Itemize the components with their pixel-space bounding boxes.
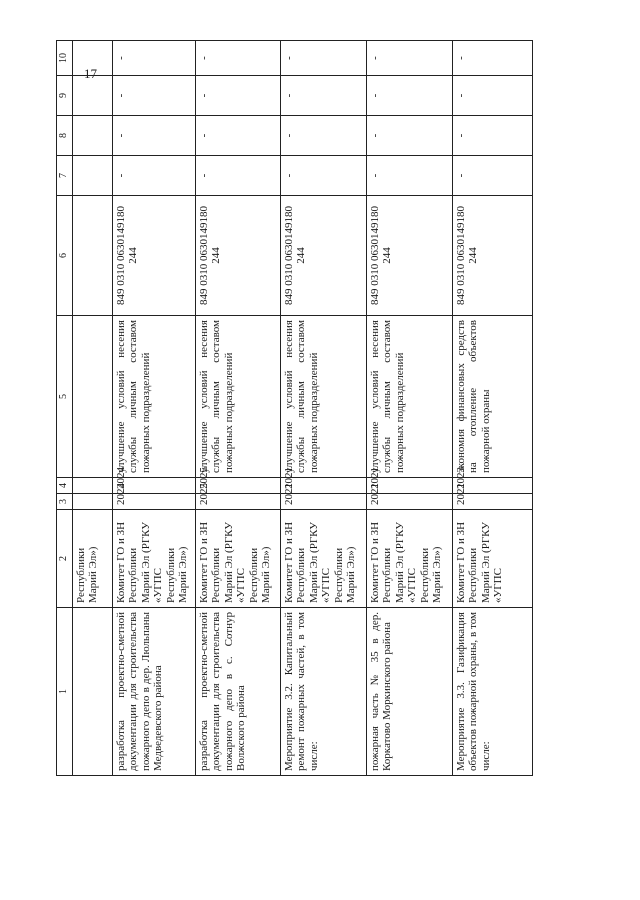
table-row [452,41,532,776]
executor-cell: Республики Марий Эл») [72,510,112,608]
table-row-continuation [72,41,112,776]
value-cell: - [280,116,366,156]
activity-cell: Мероприятие 3.3. Газификация объектов пожарной охраны, в том числе: [452,608,532,776]
header-cell: 1 [57,608,73,776]
value-cell: - [280,156,366,196]
end-year-cell: 2025 [195,478,280,494]
value-cell: - [366,76,452,116]
start-year-cell: 2021 [280,494,366,510]
activity-cell: Мероприятие 3.2. Капитальный ремонт пожарных частей, в том числе: [280,608,366,776]
result-cell: улучшение условий несения службы личным составом пожарных подразделений [112,316,195,478]
activity-cell: пожарная часть № 35 в дер. Коркатово Моркинского района [366,608,452,776]
header-cell: 5 [57,316,73,478]
executor-cell: Комитет ГО и ЗН Республики Марий Эл (РГКУ «УГПС Республики Марий Эл») [366,510,452,608]
header-cell: 9 [57,76,73,116]
value-cell: - [452,76,532,116]
result-cell: улучшение условий несения службы личным составом пожарных подразделений [366,316,452,478]
end-year-cell: 2021 [366,478,452,494]
result-cell: экономия финансовых средств на отопление объектов пожарной охраны [452,316,532,478]
budget-code-cell: 849 0310 0630149180 244 [280,196,366,316]
result-cell: улучшение условий несения службы личным составом пожарных подразделений [195,316,280,478]
value-cell: - [112,76,195,116]
executor-cell: Комитет ГО и ЗН Республики Марий Эл (РГКУ «УГПС [452,510,532,608]
value-cell: - [195,116,280,156]
result-cell: улучшение условий несения службы личным составом пожарных подразделений [280,316,366,478]
rotated-table-page [56,41,569,776]
table-header-row [57,41,73,776]
table-row [280,41,366,776]
executor-cell: Комитет ГО и ЗН Республики Марий Эл (РГКУ «УГПС Республики Марий Эл») [112,510,195,608]
header-cell: 3 [57,494,73,510]
start-year-cell: 2025 [195,494,280,510]
header-cell: 4 [57,478,73,494]
budget-code-cell: 849 0310 0630149180 244 [112,196,195,316]
header-cell: 7 [57,156,73,196]
budget-code-cell: 849 0310 0630149180 244 [366,196,452,316]
table-row [195,41,280,776]
start-year-cell: 2024 [112,494,195,510]
executor-cell: Комитет ГО и ЗН Республики Марий Эл (РГКУ «УГПС Республики Марий Эл») [195,510,280,608]
header-cell: 8 [57,116,73,156]
plan-table [56,40,533,776]
value-cell: - [195,41,280,76]
activity-cell: разработка проектно-сметной документации для строительства пожарного депо в с. Сотнур Волжского района [195,608,280,776]
value-cell: - [452,41,532,76]
end-year-cell: 2023 [452,478,532,494]
end-year-cell: 2024 [112,478,195,494]
header-cell: 10 [57,41,73,76]
value-cell: - [366,41,452,76]
value-cell: - [280,41,366,76]
activity-cell: разработка проектно-сметной документации для строительства пожарного депо в дер. Люльпаны Медведевского района [112,608,195,776]
value-cell: - [366,156,452,196]
header-cell: 2 [57,510,73,608]
value-cell: - [195,156,280,196]
page-number: 17 [84,66,97,81]
value-cell: - [452,116,532,156]
value-cell: - [366,116,452,156]
start-year-cell: 2021 [452,494,532,510]
header-cell: 6 [57,196,73,316]
end-year-cell: 2021 [280,478,366,494]
start-year-cell: 2021 [366,494,452,510]
value-cell: - [112,41,195,76]
value-cell: - [112,116,195,156]
value-cell: - [452,156,532,196]
executor-cell: Комитет ГО и ЗН Республики Марий Эл (РГКУ «УГПС Республики Марий Эл») [280,510,366,608]
table-row [112,41,195,776]
budget-code-cell: 849 0310 0630149180 244 [452,196,532,316]
value-cell: - [195,76,280,116]
budget-code-cell: 849 0310 0630149180 244 [195,196,280,316]
value-cell: - [280,76,366,116]
value-cell: - [112,156,195,196]
table-row [366,41,452,776]
